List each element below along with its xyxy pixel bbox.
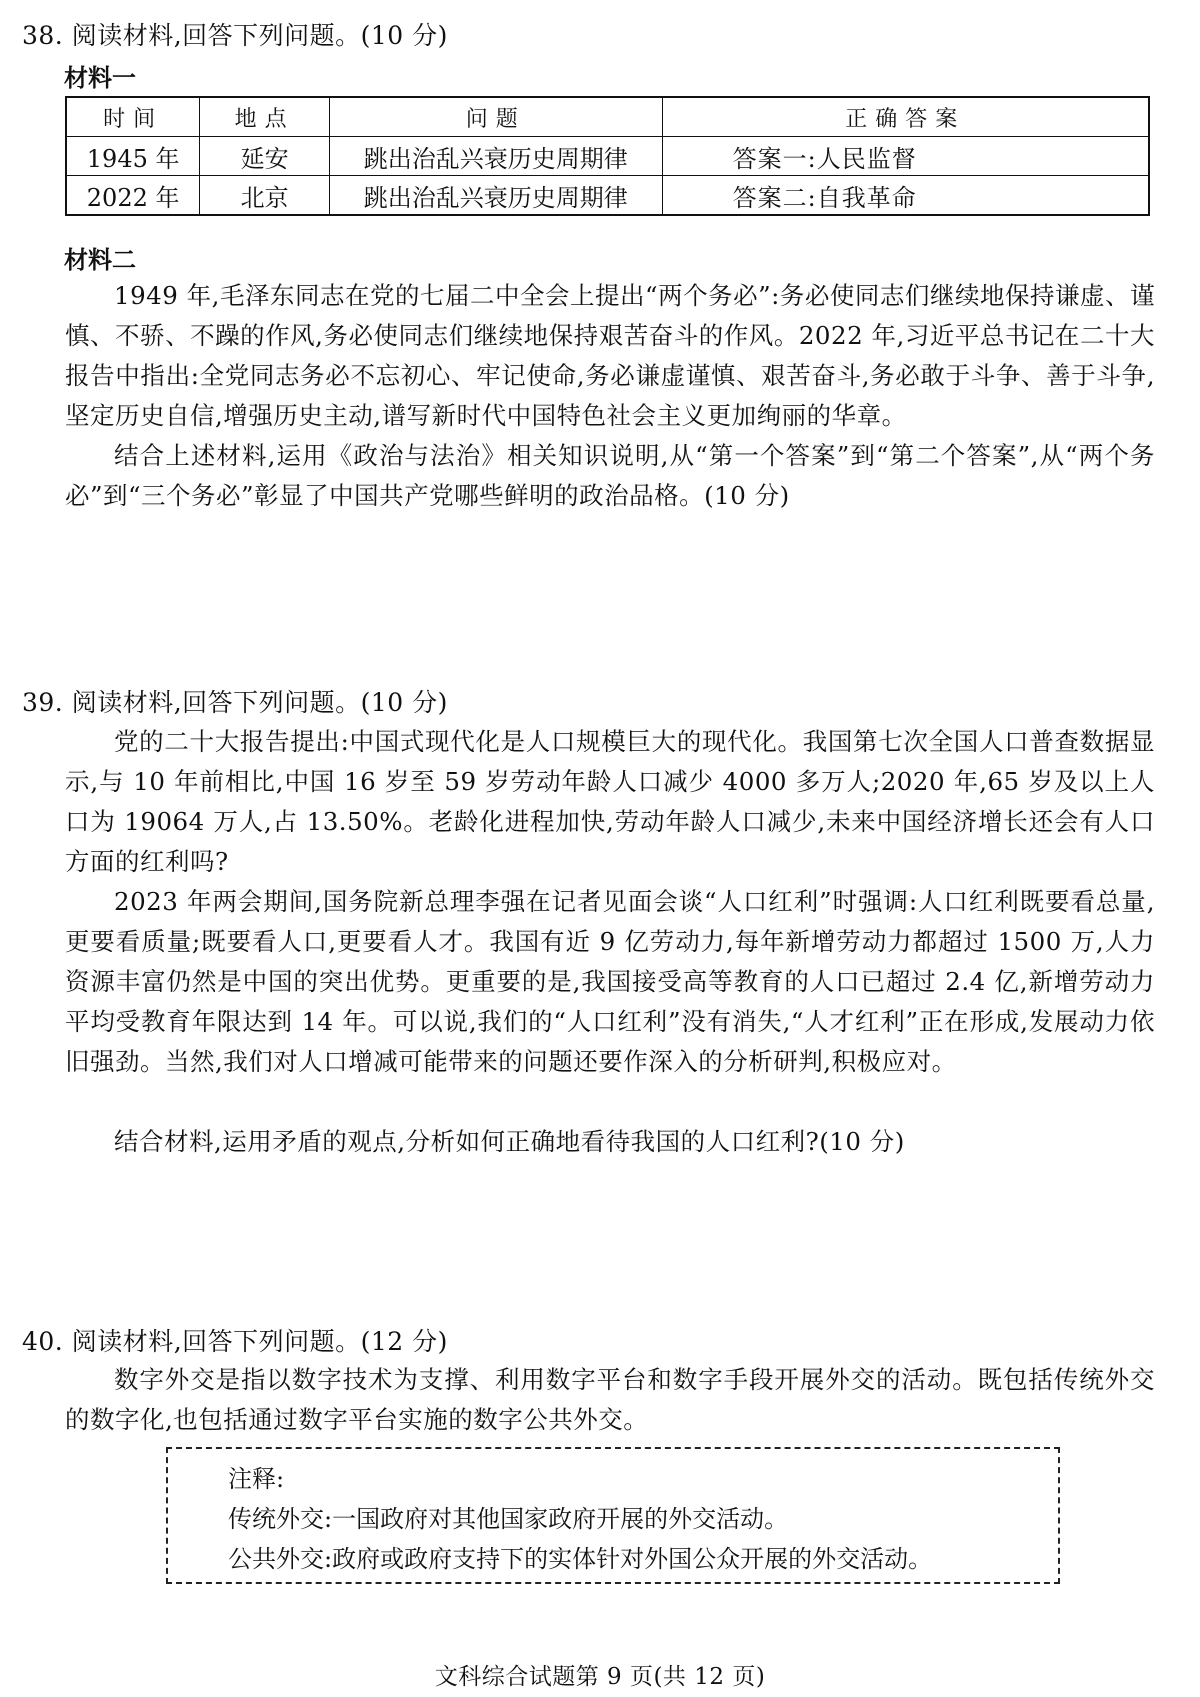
table-header-place: 地点	[200, 97, 330, 137]
table-header-answer: 正确答案	[662, 97, 1149, 137]
question-40-title: 40. 阅读材料,回答下列问题。(12 分)	[22, 1327, 448, 1356]
note-line-traditional-diplomacy: 传统外交:一国政府对其他国家政府开展的外交活动。	[228, 1505, 789, 1533]
material-1-label: 材料一	[64, 64, 136, 92]
table-row	[66, 137, 1149, 176]
material-1-table	[65, 96, 1150, 216]
material-2-label: 材料二	[64, 246, 136, 274]
table-cell: 答案二:自我革命	[662, 176, 1149, 216]
table-cell: 跳出治乱兴衰历史周期律	[329, 137, 662, 176]
table-header-row	[66, 97, 1149, 137]
table-cell: 延安	[200, 137, 330, 176]
table-cell: 1945 年	[66, 137, 200, 176]
table-cell: 2022 年	[66, 176, 200, 216]
note-line-public-diplomacy: 公共外交:政府或政府支持下的实体针对外国公众开展的外交活动。	[228, 1545, 933, 1573]
table-cell: 跳出治乱兴衰历史周期律	[329, 176, 662, 216]
question-39-prompt: 结合材料,运用矛盾的观点,分析如何正确地看待我国的人口红利?(10 分)	[114, 1127, 905, 1156]
question-39-title: 39. 阅读材料,回答下列问题。(10 分)	[22, 688, 448, 717]
material-2-paragraph: 1949 年,毛泽东同志在党的七届二中全会上提出“两个务必”:务必使同志们继续地保持谦虚、谨慎、不骄、不躁的作风,务必使同志们继续地保持艰苦奋斗的作风。2022 年,习近平总书记在二十大报告中指出:全党同志务必不忘初心、牢记使命,务必谦虚谨慎、艰苦奋斗,务必敢于斗争、善于斗争,坚定历史自信,增强历史主动,谱写新时代中国特色社会主义更加绚丽的华章。	[65, 281, 1155, 430]
question-38-title: 38. 阅读材料,回答下列问题。(10 分)	[22, 21, 448, 50]
question-39-paragraph-2: 2023 年两会期间,国务院新总理李强在记者见面会谈“人口红利”时强调:人口红利既要看总量,更要看质量;既要看人口,更要看人才。我国有近 9 亿劳动力,每年新增劳动力都超过 1500 万,人力资源丰富仍然是中国的突出优势。更重要的是,我国接受高等教育的人口已超过 2.4 亿,新增劳动力平均受教育年限达到 14 年。可以说,我们的“人口红利”没有消失,“人才红利”正在形成,发展动力依旧强劲。当然,我们对人口增减可能带来的问题还要作深入的分析研判,积极应对。	[65, 887, 1155, 1076]
table-header-problem: 问题	[329, 97, 662, 137]
note-box	[166, 1447, 1060, 1584]
question-38-prompt: 结合上述材料,运用《政治与法治》相关知识说明,从“第一个答案”到“第二个答案”,从“两个务必”到“三个务必”彰显了中国共产党哪些鲜明的政治品格。(10 分)	[65, 441, 1155, 510]
table-cell: 北京	[200, 176, 330, 216]
note-label: 注释:	[228, 1465, 285, 1493]
table-row	[66, 176, 1149, 216]
question-40-paragraph: 数字外交是指以数字技术为支撑、利用数字平台和数字手段开展外交的活动。既包括传统外交的数字化,也包括通过数字平台实施的数字公共外交。	[65, 1365, 1155, 1434]
table-header-time: 时间	[66, 97, 200, 137]
page-footer: 文科综合试题第 9 页(共 12 页)	[434, 1664, 766, 1690]
table-cell: 答案一:人民监督	[662, 137, 1149, 176]
question-39-paragraph-1: 党的二十大报告提出:中国式现代化是人口规模巨大的现代化。我国第七次全国人口普查数据显示,与 10 年前相比,中国 16 岁至 59 岁劳动年龄人口减少 4000 多万人;2020 年,65 岁及以上人口为 19064 万人,占 13.50%。老龄化进程加快,劳动年龄人口减少,未来中国经济增长还会有人口方面的红利吗?	[65, 727, 1155, 876]
